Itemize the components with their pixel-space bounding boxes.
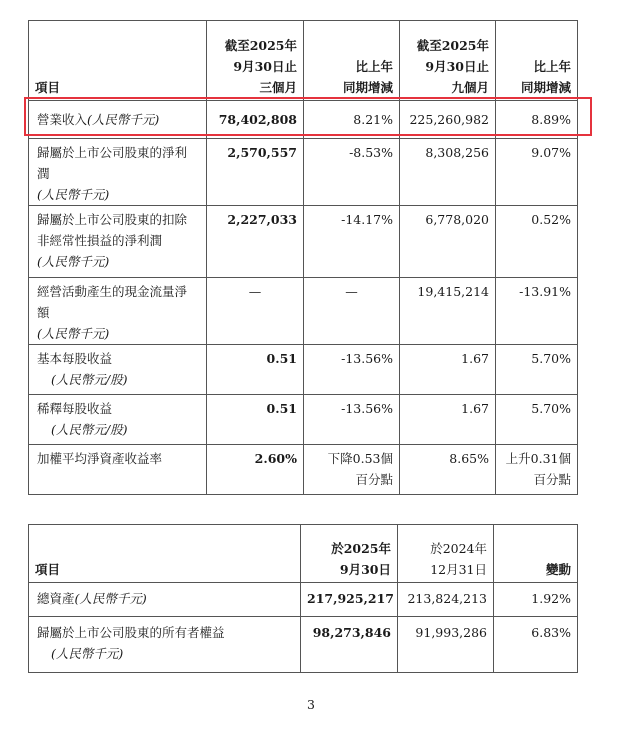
q3-value: — (207, 278, 304, 345)
unit-label: (人民幣元/股) (51, 422, 128, 437)
row-label: 加權平均淨資產收益率 (29, 445, 207, 495)
ytd-change: -13.91% (496, 278, 578, 345)
unit-label: (人民幣千元) (37, 326, 110, 341)
change-value: 1.92% (494, 583, 578, 617)
ytd-change: 0.52% (496, 206, 578, 278)
table-header-row (29, 525, 578, 583)
q3-change: 下降0.53個 百分點 (304, 445, 400, 495)
q3-value: 2,227,033 (207, 206, 304, 278)
ytd-value: 19,415,214 (400, 278, 496, 345)
unit-label: (人民幣千元) (37, 187, 110, 202)
value-2024-dec: 213,824,213 (398, 583, 494, 617)
unit-label: (人民幣千元) (74, 591, 147, 606)
q3-change: -8.53% (304, 139, 400, 206)
row-label: 歸屬於上市公司股東的扣除 非經常性損益的淨利潤 (人民幣千元) (29, 206, 207, 278)
header-q3: 截至2025年 9月30日止 三個月 (207, 21, 304, 101)
change-value: 6.83% (494, 617, 578, 673)
header-ytd: 截至2025年 9月30日止 九個月 (400, 21, 496, 101)
header-2025-sep: 於2025年 9月30日 (301, 525, 398, 583)
q3-value: 0.51 (207, 345, 304, 395)
q3-change: -13.56% (304, 345, 400, 395)
unit-label: (人民幣千元) (87, 112, 160, 127)
value-2025-sep: 217,925,217 (301, 583, 398, 617)
row-label: 經營活動產生的現金流量淨 額 (人民幣千元) (29, 278, 207, 345)
table-row (29, 139, 578, 206)
ytd-value: 1.67 (400, 395, 496, 445)
value-2025-sep: 98,273,846 (301, 617, 398, 673)
q3-change: -13.56% (304, 395, 400, 445)
ytd-value: 8,308,256 (400, 139, 496, 206)
row-label: 營業收入(人民幣千元) (29, 101, 207, 139)
ytd-change: 8.89% (496, 101, 578, 139)
q3-change: — (304, 278, 400, 345)
unit-label: (人民幣千元) (37, 254, 110, 269)
ytd-value: 1.67 (400, 345, 496, 395)
unit-label: (人民幣元/股) (51, 372, 128, 387)
table-row (29, 345, 578, 395)
row-label: 基本每股收益 (人民幣元/股) (29, 345, 207, 395)
ytd-change: 上升0.31個 百分點 (496, 445, 578, 495)
q3-value: 78,402,808 (207, 101, 304, 139)
table-row (29, 445, 578, 495)
ytd-value: 225,260,982 (400, 101, 496, 139)
table-row (29, 617, 578, 673)
q3-change: -14.17% (304, 206, 400, 278)
highlight-box (24, 97, 592, 136)
table-row (29, 278, 578, 345)
table-header-row (29, 21, 578, 101)
balance-sheet-table (28, 524, 578, 673)
row-label: 歸屬於上市公司股東的淨利 潤 (人民幣千元) (29, 139, 207, 206)
header-ytd-change: 比上年 同期增減 (496, 21, 578, 101)
header-2024-dec: 於2024年 12月31日 (398, 525, 494, 583)
ytd-value: 8.65% (400, 445, 496, 495)
q3-value: 0.51 (207, 395, 304, 445)
unit-label: (人民幣千元) (51, 646, 124, 661)
page-number: 3 (307, 697, 315, 712)
header-q3-change: 比上年 同期增減 (304, 21, 400, 101)
header-item: 項目 (29, 525, 301, 583)
q3-value: 2.60% (207, 445, 304, 495)
q3-value: 2,570,557 (207, 139, 304, 206)
ytd-change: 5.70% (496, 395, 578, 445)
ytd-change: 5.70% (496, 345, 578, 395)
table-row (29, 395, 578, 445)
key-financials-table (28, 20, 578, 495)
ytd-value: 6,778,020 (400, 206, 496, 278)
ytd-change: 9.07% (496, 139, 578, 206)
row-label: 歸屬於上市公司股東的所有者權益 (人民幣千元) (29, 617, 301, 673)
value-2024-dec: 91,993,286 (398, 617, 494, 673)
row-label: 總資產(人民幣千元) (29, 583, 301, 617)
table-row (29, 583, 578, 617)
header-change: 變動 (494, 525, 578, 583)
row-label: 稀釋每股收益 (人民幣元/股) (29, 395, 207, 445)
q3-change: 8.21% (304, 101, 400, 139)
header-item: 項目 (29, 21, 207, 101)
table-row (29, 206, 578, 278)
